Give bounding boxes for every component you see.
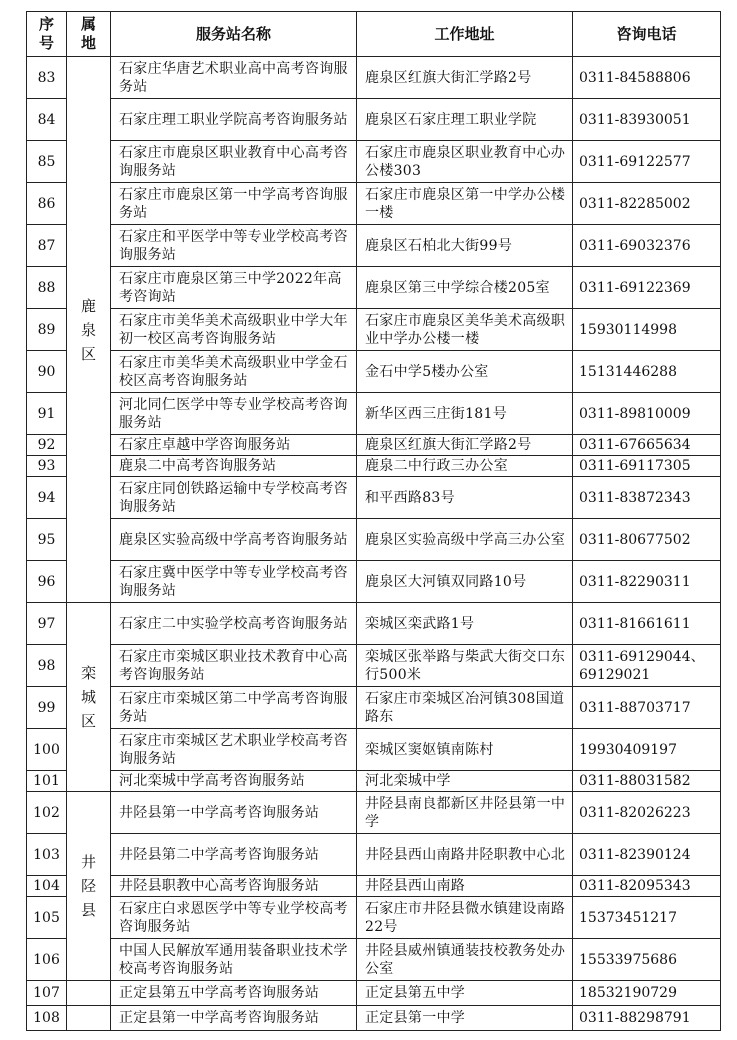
row-number: 91 bbox=[27, 393, 67, 435]
station-name: 井陉县职教中心高考咨询服务站 bbox=[111, 876, 357, 897]
station-phone: 15131446288 bbox=[573, 351, 721, 393]
station-name: 正定县第五中学高考咨询服务站 bbox=[111, 981, 357, 1006]
station-address: 和平西路83号 bbox=[357, 477, 573, 519]
station-address: 石家庄市鹿泉区第一中学办公楼一楼 bbox=[357, 183, 573, 225]
station-address: 栾城区张举路与柴武大街交口东行500米 bbox=[357, 645, 573, 687]
row-number: 89 bbox=[27, 309, 67, 351]
region-cell bbox=[67, 57, 111, 603]
station-address: 鹿泉区石柏北大街99号 bbox=[357, 225, 573, 267]
station-name: 鹿泉二中高考咨询服务站 bbox=[111, 456, 357, 477]
table-row bbox=[27, 897, 721, 939]
row-number: 105 bbox=[27, 897, 67, 939]
station-name: 石家庄二中实验学校高考咨询服务站 bbox=[111, 603, 357, 645]
station-phone: 0311-88031582 bbox=[573, 771, 721, 792]
station-phone: 0311-89810009 bbox=[573, 393, 721, 435]
station-name: 井陉县第一中学高考咨询服务站 bbox=[111, 792, 357, 834]
table-row bbox=[27, 477, 721, 519]
station-address: 井陉县威州镇通装技校教务处办公室 bbox=[357, 939, 573, 981]
station-phone: 18532190729 bbox=[573, 981, 721, 1006]
row-number: 88 bbox=[27, 267, 67, 309]
region-label: 井陉县 bbox=[80, 853, 96, 919]
region-cell bbox=[67, 981, 111, 1006]
row-number: 96 bbox=[27, 561, 67, 603]
row-number: 86 bbox=[27, 183, 67, 225]
station-name: 河北同仁医学中等专业学校高考咨询服务站 bbox=[111, 393, 357, 435]
station-address: 井陉县西山南路井陉职教中心北 bbox=[357, 834, 573, 876]
table-header-row bbox=[27, 12, 721, 57]
region-label: 栾城区 bbox=[80, 664, 96, 730]
header-index: 序号 bbox=[27, 12, 67, 57]
station-address: 金石中学5楼办公室 bbox=[357, 351, 573, 393]
row-number: 90 bbox=[27, 351, 67, 393]
station-phone: 19930409197 bbox=[573, 729, 721, 771]
station-name: 石家庄市鹿泉区第三中学2022年高考咨询站 bbox=[111, 267, 357, 309]
station-address: 石家庄市栾城区冶河镇308国道路东 bbox=[357, 687, 573, 729]
station-phone: 0311-69122577 bbox=[573, 141, 721, 183]
station-name: 石家庄市栾城区艺术职业学校高考咨询服务站 bbox=[111, 729, 357, 771]
table-row bbox=[27, 57, 721, 99]
table-row bbox=[27, 309, 721, 351]
station-phone: 15930114998 bbox=[573, 309, 721, 351]
table-row bbox=[27, 141, 721, 183]
header-phone: 咨询电话 bbox=[573, 12, 721, 57]
station-phone: 0311-69122369 bbox=[573, 267, 721, 309]
table-body bbox=[27, 57, 721, 1031]
station-address: 鹿泉区第三中学综合楼205室 bbox=[357, 267, 573, 309]
station-name: 石家庄卓越中学咨询服务站 bbox=[111, 435, 357, 456]
row-number: 108 bbox=[27, 1006, 67, 1031]
station-address: 栾城区栾武路1号 bbox=[357, 603, 573, 645]
station-name: 石家庄和平医学中等专业学校高考咨询服务站 bbox=[111, 225, 357, 267]
station-address: 新华区西三庄街181号 bbox=[357, 393, 573, 435]
station-phone: 0311-82095343 bbox=[573, 876, 721, 897]
station-name: 石家庄市美华美术高级职业中学大年初一校区高考咨询服务站 bbox=[111, 309, 357, 351]
table-row bbox=[27, 939, 721, 981]
table-row bbox=[27, 561, 721, 603]
row-number: 98 bbox=[27, 645, 67, 687]
row-number: 107 bbox=[27, 981, 67, 1006]
station-phone: 0311-69032376 bbox=[573, 225, 721, 267]
row-number: 87 bbox=[27, 225, 67, 267]
station-name: 河北栾城中学高考咨询服务站 bbox=[111, 771, 357, 792]
station-address: 井陉县西山南路 bbox=[357, 876, 573, 897]
station-phone: 0311-83930051 bbox=[573, 99, 721, 141]
station-name: 石家庄冀中医学中等专业学校高考咨询服务站 bbox=[111, 561, 357, 603]
station-address: 栾城区窦妪镇南陈村 bbox=[357, 729, 573, 771]
table-row bbox=[27, 183, 721, 225]
station-name: 石家庄市鹿泉区第一中学高考咨询服务站 bbox=[111, 183, 357, 225]
row-number: 106 bbox=[27, 939, 67, 981]
table-row bbox=[27, 456, 721, 477]
row-number: 83 bbox=[27, 57, 67, 99]
station-address: 鹿泉区石家庄理工职业学院 bbox=[357, 99, 573, 141]
station-name: 石家庄市栾城区第二中学高考咨询服务站 bbox=[111, 687, 357, 729]
row-number: 97 bbox=[27, 603, 67, 645]
row-number: 92 bbox=[27, 435, 67, 456]
station-phone: 0311-82290311 bbox=[573, 561, 721, 603]
station-address: 鹿泉二中行政三办公室 bbox=[357, 456, 573, 477]
header-name: 服务站名称 bbox=[111, 12, 357, 57]
station-name: 石家庄市栾城区职业技术教育中心高考咨询服务站 bbox=[111, 645, 357, 687]
table-row bbox=[27, 519, 721, 561]
row-number: 93 bbox=[27, 456, 67, 477]
table-row bbox=[27, 876, 721, 897]
header-region: 属地 bbox=[67, 12, 111, 57]
station-name: 石家庄理工职业学院高考咨询服务站 bbox=[111, 99, 357, 141]
station-phone: 0311-67665634 bbox=[573, 435, 721, 456]
station-name: 井陉县第二中学高考咨询服务站 bbox=[111, 834, 357, 876]
table-row bbox=[27, 834, 721, 876]
station-address: 正定县第一中学 bbox=[357, 1006, 573, 1031]
station-address: 石家庄市井陉县微水镇建设南路22号 bbox=[357, 897, 573, 939]
table-row bbox=[27, 687, 721, 729]
table-row bbox=[27, 435, 721, 456]
region-label: 鹿泉区 bbox=[80, 296, 96, 363]
station-name: 中国人民解放军通用装备职业技术学校高考咨询服务站 bbox=[111, 939, 357, 981]
station-phone: 0311-69129044、69129021 bbox=[573, 645, 721, 687]
station-address: 河北栾城中学 bbox=[357, 771, 573, 792]
station-phone: 0311-82026223 bbox=[573, 792, 721, 834]
station-address: 鹿泉区大河镇双同路10号 bbox=[357, 561, 573, 603]
row-number: 94 bbox=[27, 477, 67, 519]
station-phone: 0311-69117305 bbox=[573, 456, 721, 477]
row-number: 84 bbox=[27, 99, 67, 141]
region-cell bbox=[67, 1006, 111, 1031]
station-phone: 0311-81661611 bbox=[573, 603, 721, 645]
service-station-table bbox=[26, 11, 721, 1031]
station-phone: 0311-88298791 bbox=[573, 1006, 721, 1031]
station-address: 鹿泉区实验高级中学高三办公室 bbox=[357, 519, 573, 561]
station-phone: 15533975686 bbox=[573, 939, 721, 981]
station-name: 石家庄市美华美术高级职业中学金石校区高考咨询服务站 bbox=[111, 351, 357, 393]
station-phone: 15373451217 bbox=[573, 897, 721, 939]
station-name: 石家庄同创铁路运输中专学校高考咨询服务站 bbox=[111, 477, 357, 519]
table-row bbox=[27, 225, 721, 267]
row-number: 85 bbox=[27, 141, 67, 183]
region-cell bbox=[67, 603, 111, 792]
table-row bbox=[27, 729, 721, 771]
table-row bbox=[27, 267, 721, 309]
region-cell bbox=[67, 792, 111, 981]
station-name: 正定县第一中学高考咨询服务站 bbox=[111, 1006, 357, 1031]
station-phone: 0311-82285002 bbox=[573, 183, 721, 225]
row-number: 102 bbox=[27, 792, 67, 834]
station-address: 鹿泉区红旗大街汇学路2号 bbox=[357, 435, 573, 456]
station-phone: 0311-83872343 bbox=[573, 477, 721, 519]
table-row bbox=[27, 1006, 721, 1031]
station-address: 石家庄市鹿泉区美华美术高级职业中学办公楼一楼 bbox=[357, 309, 573, 351]
station-name: 石家庄市鹿泉区职业教育中心高考咨询服务站 bbox=[111, 141, 357, 183]
row-number: 99 bbox=[27, 687, 67, 729]
table-row bbox=[27, 351, 721, 393]
station-address: 井陉县南良都新区井陉县第一中学 bbox=[357, 792, 573, 834]
station-phone: 0311-88703717 bbox=[573, 687, 721, 729]
station-address: 石家庄市鹿泉区职业教育中心办公楼303 bbox=[357, 141, 573, 183]
table-row bbox=[27, 792, 721, 834]
station-name: 鹿泉区实验高级中学高考咨询服务站 bbox=[111, 519, 357, 561]
header-address: 工作地址 bbox=[357, 12, 573, 57]
row-number: 103 bbox=[27, 834, 67, 876]
row-number: 104 bbox=[27, 876, 67, 897]
table-row bbox=[27, 99, 721, 141]
table-row bbox=[27, 771, 721, 792]
row-number: 95 bbox=[27, 519, 67, 561]
station-address: 正定县第五中学 bbox=[357, 981, 573, 1006]
station-phone: 0311-80677502 bbox=[573, 519, 721, 561]
station-phone: 0311-82390124 bbox=[573, 834, 721, 876]
table-row bbox=[27, 393, 721, 435]
row-number: 100 bbox=[27, 729, 67, 771]
station-phone: 0311-84588806 bbox=[573, 57, 721, 99]
table-row bbox=[27, 645, 721, 687]
station-name: 石家庄华唐艺术职业高中高考咨询服务站 bbox=[111, 57, 357, 99]
station-name: 石家庄白求恩医学中等专业学校高考咨询服务站 bbox=[111, 897, 357, 939]
table-row bbox=[27, 981, 721, 1006]
station-address: 鹿泉区红旗大街汇学路2号 bbox=[357, 57, 573, 99]
row-number: 101 bbox=[27, 771, 67, 792]
table-row bbox=[27, 603, 721, 645]
